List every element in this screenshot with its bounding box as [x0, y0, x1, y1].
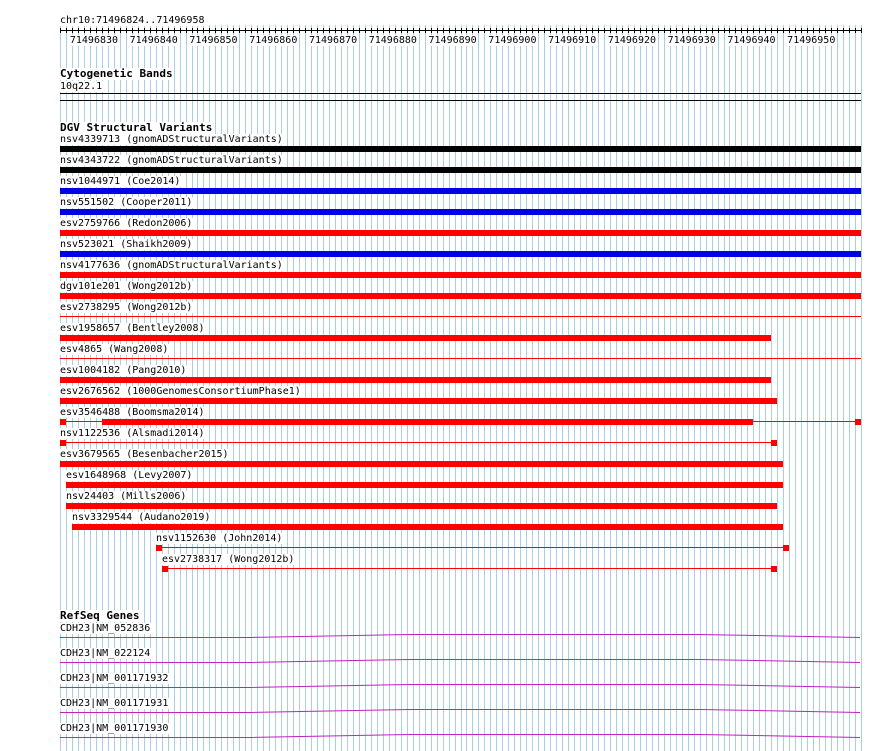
variant-segment[interactable] — [102, 419, 753, 425]
gene-line[interactable] — [0, 633, 890, 639]
gene-line[interactable] — [0, 733, 890, 739]
variant-segment[interactable] — [60, 419, 66, 425]
ruler-tick-label: 71496830 — [69, 35, 119, 46]
variant-bar[interactable] — [60, 398, 777, 404]
variant-label[interactable]: nsv4343722 (gnomADStructuralVariants) — [60, 155, 283, 166]
gene-path — [60, 635, 860, 638]
track-separator — [60, 100, 861, 101]
gene-line[interactable] — [0, 683, 890, 689]
variant-bar[interactable] — [60, 461, 783, 467]
ruler-tick-label: 71496890 — [428, 35, 477, 46]
cytoband-track-title: Cytogenetic Bands — [60, 67, 173, 80]
cytoband-label: 10q22.1 — [60, 81, 103, 92]
gene-path — [60, 660, 860, 663]
variant-connector — [60, 442, 777, 443]
locus-label: chr10:71496824..71496958 — [60, 15, 205, 26]
variant-label[interactable]: esv2759766 (Redon2006) — [60, 218, 193, 229]
gene-line[interactable] — [0, 658, 890, 664]
variant-bar[interactable] — [66, 503, 777, 509]
variant-label[interactable]: esv3546488 (Boomsma2014) — [60, 407, 205, 418]
variant-bar[interactable] — [66, 482, 783, 488]
ruler-tick-label: 71496850 — [189, 35, 238, 46]
variant-label[interactable]: nsv551502 (Cooper2011) — [60, 197, 193, 208]
variant-label[interactable]: esv2738295 (Wong2012b) — [60, 302, 193, 313]
gene-label[interactable]: CDH23|NM_001171930 — [60, 723, 169, 734]
variant-segment[interactable] — [60, 440, 66, 446]
gene-label[interactable]: CDH23|NM_022124 — [60, 648, 151, 659]
variant-label[interactable]: nsv1152630 (John2014) — [156, 533, 283, 544]
variant-label[interactable]: esv1958657 (Bentley2008) — [60, 323, 205, 334]
ruler-tick-label: 71496880 — [368, 35, 417, 46]
dgv-track-title: DGV Structural Variants — [60, 121, 213, 134]
variant-label[interactable]: nsv4177636 (gnomADStructuralVariants) — [60, 260, 283, 271]
refseq-track-title: RefSeq Genes — [60, 609, 140, 622]
ruler-tick-label: 71496920 — [607, 35, 657, 46]
ruler-tick-label: 71496840 — [129, 35, 178, 46]
ruler-tick-label: 71496940 — [727, 35, 776, 46]
variant-bar[interactable] — [60, 209, 861, 215]
variant-label[interactable]: esv2676562 (1000GenomesConsortiumPhase1) — [60, 386, 301, 397]
variant-bar[interactable] — [60, 230, 861, 236]
variant-label[interactable]: nsv3329544 (Audano2019) — [72, 512, 211, 523]
variant-label[interactable]: esv4865 (Wang2008) — [60, 344, 169, 355]
ruler-tick-label: 71496930 — [667, 35, 716, 46]
variant-bar[interactable] — [60, 272, 861, 278]
variant-bar[interactable] — [60, 293, 861, 299]
variant-label[interactable]: nsv24403 (Mills2006) — [66, 491, 187, 502]
variant-bar[interactable] — [60, 146, 861, 152]
gene-path — [60, 710, 860, 713]
variant-bar[interactable] — [60, 377, 771, 383]
variant-bar[interactable] — [60, 335, 771, 341]
variant-label[interactable]: nsv1122536 (Alsmadi2014) — [60, 428, 205, 439]
variant-segment[interactable] — [162, 566, 168, 572]
variant-bar[interactable] — [60, 167, 861, 173]
variant-label[interactable]: esv3679565 (Besenbacher2015) — [60, 449, 229, 460]
gene-line[interactable] — [0, 708, 890, 714]
variant-bar[interactable] — [60, 316, 861, 317]
variant-bar[interactable] — [72, 524, 783, 530]
variant-segment[interactable] — [771, 440, 777, 446]
ruler-tick-label: 71496910 — [548, 35, 597, 46]
variant-label[interactable]: esv1004182 (Pang2010) — [60, 365, 187, 376]
gene-path — [60, 735, 860, 738]
ruler-tick-label: 71496860 — [249, 35, 298, 46]
variant-label[interactable]: nsv1044971 (Coe2014) — [60, 176, 181, 187]
gene-label[interactable]: CDH23|NM_001171932 — [60, 673, 169, 684]
gene-path — [60, 685, 860, 688]
variant-segment[interactable] — [855, 419, 861, 425]
gene-label[interactable]: CDH23|NM_001171931 — [60, 698, 169, 709]
variant-connector — [162, 568, 777, 569]
variant-bar[interactable] — [60, 251, 861, 257]
variant-label[interactable]: dgv101e201 (Wong2012b) — [60, 281, 193, 292]
variant-segment[interactable] — [771, 566, 777, 572]
variant-connector — [156, 547, 789, 548]
variant-bar[interactable] — [60, 188, 861, 194]
variant-bar[interactable] — [60, 358, 861, 359]
variant-label[interactable]: esv1648968 (Levy2007) — [66, 470, 193, 481]
ruler-tick-label: 71496950 — [787, 35, 836, 46]
variant-segment[interactable] — [156, 545, 162, 551]
ruler-tick-label: 71496900 — [488, 35, 537, 46]
variant-label[interactable]: nsv523021 (Shaikh2009) — [60, 239, 193, 250]
variant-label[interactable]: nsv4339713 (gnomADStructuralVariants) — [60, 134, 283, 145]
cytoband-bar — [60, 93, 861, 94]
variant-label[interactable]: esv2738317 (Wong2012b) — [162, 554, 295, 565]
variant-segment[interactable] — [783, 545, 789, 551]
ruler-tick-label: 71496870 — [308, 35, 358, 46]
gene-label[interactable]: CDH23|NM_052836 — [60, 623, 151, 634]
